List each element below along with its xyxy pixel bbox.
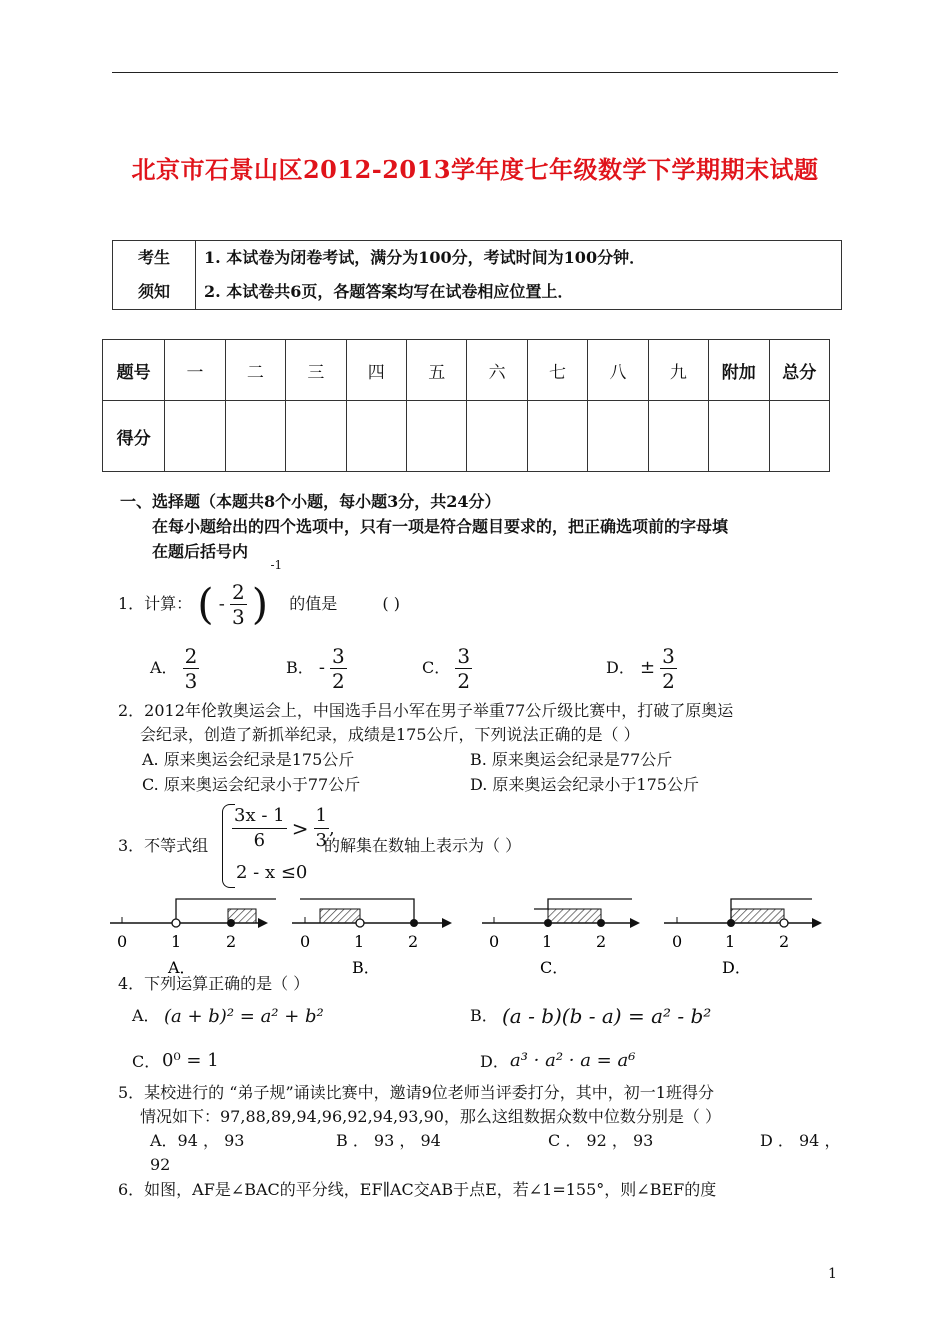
notice-items bbox=[196, 241, 842, 310]
score-cell bbox=[225, 401, 285, 472]
tick-label: 1 bbox=[171, 932, 182, 951]
denominator: 3 bbox=[184, 669, 198, 693]
denominator: 3 bbox=[315, 830, 327, 851]
score-cell bbox=[648, 401, 708, 472]
option-fraction bbox=[660, 644, 677, 693]
q6-stem: 6．如图，AF是∠BAC的平分线，EF∥AC交AB于点E，若∠1=155°，则∠BEF的度 bbox=[118, 1180, 717, 1199]
score-cell bbox=[346, 401, 406, 472]
numerator: 3 bbox=[332, 644, 345, 668]
q5-option-d-cont: 92 bbox=[150, 1155, 171, 1174]
score-col: 二 bbox=[225, 340, 285, 401]
number-line-d bbox=[664, 899, 822, 977]
score-col: 三 bbox=[286, 340, 346, 401]
tick-label: 0 bbox=[300, 932, 311, 951]
tick-label: 2 bbox=[779, 932, 790, 951]
q3-inequality-2: 2 - x ≤0 bbox=[236, 862, 308, 883]
q1-prefix: 1．计算： bbox=[118, 594, 193, 613]
tick-label: 2 bbox=[408, 932, 419, 951]
q4-option-c-label: C． bbox=[132, 1052, 161, 1071]
score-row-label: 得分 bbox=[103, 401, 165, 472]
option-fraction bbox=[183, 644, 200, 693]
page-title: 北京市石景山区2012-2013学年度七年级数学下学期期末试题 bbox=[131, 155, 819, 184]
score-col: 四 bbox=[346, 340, 406, 401]
q2-option-a: A. 原来奥运会纪录是175公斤 bbox=[142, 750, 355, 769]
score-col: 总分 bbox=[769, 340, 829, 401]
number-line-a bbox=[110, 899, 276, 977]
q2-line1: 2．2012年伦敦奥运会上，中国选手吕小军在男子举重77公斤级比赛中，打破了原奥运 bbox=[118, 701, 734, 720]
option-sign: ± bbox=[639, 657, 656, 678]
tick-label: 2 bbox=[596, 932, 607, 951]
ineq1-lhs bbox=[232, 804, 287, 853]
denominator: 2 bbox=[662, 669, 675, 693]
number-line-c bbox=[482, 899, 640, 977]
tick-label: 1 bbox=[725, 932, 736, 951]
tick-label: 2 bbox=[226, 932, 237, 951]
score-cell bbox=[286, 401, 346, 472]
q1-expression bbox=[197, 558, 283, 633]
page-number: 1 bbox=[828, 1266, 837, 1282]
score-cell bbox=[165, 401, 225, 472]
notice-table bbox=[112, 240, 842, 310]
score-col: 五 bbox=[406, 340, 466, 401]
q5-option-d: D ． 94 ， bbox=[760, 1131, 841, 1150]
q2-option-d: D. 原来奥运会纪录小于175公斤 bbox=[470, 775, 699, 794]
number-line-b bbox=[292, 899, 452, 977]
option-label: B． bbox=[352, 958, 380, 977]
q3-inequality-1 bbox=[232, 804, 335, 856]
q5-option-a: A．94 ， 93 bbox=[150, 1131, 245, 1150]
score-cell bbox=[769, 401, 829, 472]
option-fraction bbox=[455, 644, 472, 693]
section1-title: 一、选择题（本题共8个小题，每小题3分，共24分） bbox=[120, 492, 501, 511]
q1-expr-sign: - bbox=[218, 593, 225, 615]
q1-answer-paren: ( ) bbox=[382, 594, 400, 613]
score-col: 七 bbox=[527, 340, 587, 401]
score-cell bbox=[588, 401, 648, 472]
option-label: A． bbox=[150, 658, 178, 677]
q4-option-a-label: A． bbox=[132, 1006, 160, 1025]
q3-suffix: 的解集在数轴上表示为（ ） bbox=[324, 836, 522, 855]
score-col: 八 bbox=[588, 340, 648, 401]
score-cell bbox=[709, 401, 769, 472]
option-label: C． bbox=[422, 658, 451, 677]
q4-option-b-expr: (a - b)(b - a) = a² - b² bbox=[502, 1004, 712, 1028]
q4-option-b-label: B． bbox=[470, 1006, 498, 1025]
option-label: A． bbox=[168, 958, 196, 977]
score-header-label: 题号 bbox=[103, 340, 165, 401]
numerator: 2 bbox=[184, 644, 198, 668]
q5-option-b: B ． 93 ， 94 bbox=[336, 1131, 441, 1150]
numerator: 3 bbox=[457, 644, 471, 668]
numerator: 3 bbox=[662, 644, 675, 668]
q5-option-c: C ． 92 ， 93 bbox=[548, 1131, 654, 1150]
score-cell bbox=[406, 401, 466, 472]
score-table bbox=[102, 339, 830, 472]
tick-label: 1 bbox=[354, 932, 365, 951]
right-paren: ) bbox=[251, 579, 269, 629]
notice-label-line1: 考生 bbox=[137, 248, 170, 267]
q5-line2: 情况如下：97,88,89,94,96,92,94,93,90，那么这组数据众数中位数分别是（ ） bbox=[140, 1107, 722, 1126]
notice-item: 1. 本试卷为闭卷考试，满分为100分，考试时间为100分钟． bbox=[204, 248, 646, 267]
q4-option-d-expr: a³ · a² · a = a⁶ bbox=[510, 1050, 636, 1071]
tick-label: 0 bbox=[489, 932, 500, 951]
q5-line1: 5．某校进行的 “弟子规”诵读比赛中，邀请9位老师当评委打分，其中，初一1班得分 bbox=[118, 1083, 714, 1102]
option-label: D． bbox=[606, 658, 635, 677]
q1-exponent: -1 bbox=[270, 558, 283, 573]
tick-label: 1 bbox=[542, 932, 553, 951]
q2-option-b: B. 原来奥运会纪录是77公斤 bbox=[470, 750, 673, 769]
left-paren: ( bbox=[197, 579, 214, 629]
score-col: 附加 bbox=[709, 340, 769, 401]
score-col: 六 bbox=[467, 340, 527, 401]
option-label: C． bbox=[540, 958, 569, 977]
q1-option-b bbox=[286, 642, 347, 694]
ineq1-comma: , bbox=[329, 818, 335, 839]
q4-option-c-expr: 0⁰ = 1 bbox=[162, 1050, 219, 1071]
q1-option-a bbox=[150, 642, 199, 694]
denominator: 3 bbox=[231, 605, 245, 630]
tick-label: 0 bbox=[672, 932, 683, 951]
tick-label: 0 bbox=[117, 932, 128, 951]
q1-suffix: 的值是 bbox=[289, 594, 338, 613]
notice-label bbox=[113, 241, 196, 310]
header-rule bbox=[112, 72, 838, 73]
section1-instruction: 在每小题给出的四个选项中，只有一项是符合题目要求的，把正确选项前的字母填 bbox=[152, 517, 729, 536]
q2-option-c: C. 原来奥运会纪录小于77公斤 bbox=[142, 775, 361, 794]
q3-prefix: 3．不等式组 bbox=[118, 836, 209, 855]
score-col: 九 bbox=[648, 340, 708, 401]
numerator: 2 bbox=[231, 580, 245, 605]
option-fraction bbox=[330, 644, 347, 693]
option-sign: - bbox=[318, 657, 325, 678]
q2-line2: 会纪录，创造了新抓举纪录，成绩是175公斤，下列说法正确的是（ ） bbox=[140, 725, 640, 744]
notice-label-line2: 须知 bbox=[137, 282, 170, 301]
q4-stem: 4．下列运算正确的是（ ） bbox=[118, 974, 310, 993]
q1-stem bbox=[118, 558, 400, 632]
denominator: 6 bbox=[253, 830, 266, 851]
denominator: 2 bbox=[457, 669, 471, 693]
q4-option-d-label: D． bbox=[480, 1052, 509, 1071]
option-label: D． bbox=[722, 958, 751, 977]
q4-option-a-expr: (a + b)² = a² + b² bbox=[164, 1006, 324, 1027]
section1-instruction: 在题后括号内 bbox=[152, 542, 249, 561]
option-label: B． bbox=[286, 658, 314, 677]
q1-expr-fraction bbox=[230, 580, 247, 629]
score-cell bbox=[527, 401, 587, 472]
numerator: 3x - 1 bbox=[232, 804, 287, 829]
notice-item: 2. 本试卷共6页，各题答案均写在试卷相应位置上． bbox=[204, 282, 574, 301]
ineq1-op: > bbox=[291, 816, 309, 841]
score-col: 一 bbox=[165, 340, 225, 401]
q3-number-lines bbox=[0, 885, 950, 980]
q1-option-c bbox=[422, 642, 472, 694]
score-cell bbox=[467, 401, 527, 472]
denominator: 2 bbox=[332, 669, 345, 693]
q1-option-d bbox=[606, 642, 677, 694]
numerator: 1 bbox=[314, 804, 329, 829]
